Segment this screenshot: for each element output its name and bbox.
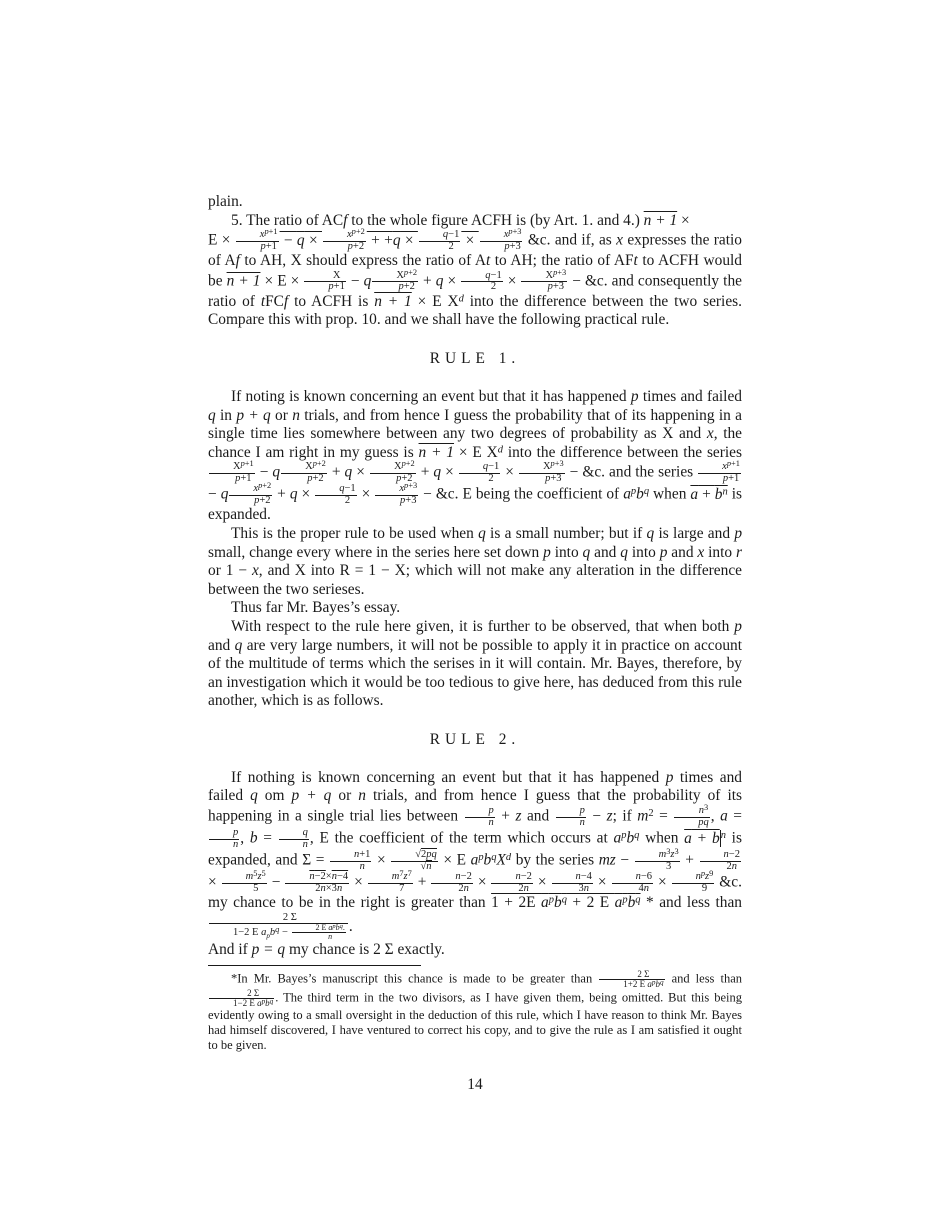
rule-1-heading: RULE 1. — [429, 349, 521, 367]
overlined-series: $\frac{x^{p+1}}{p+1}$ − q × $\frac{x^{p+2}}{p+2}$ + +q × $\frac{q-1}{2}$ × $\frac{x^{p+3}}{p+3}$ — [235, 232, 524, 249]
document-page — [208, 193, 742, 1053]
rule-2-conclusion: And if p = q my chance is 2 Σ exactly. — [208, 941, 445, 959]
paragraph-article-5: 5. The ratio of ACf to the whole figure ACFH is (by Art. 1. and 4.) n + 1 × E × $\frac{x^{p+1}}{p+1}$ − q × $\frac{x^{p+2}}{p+2}$ + +q × $\frac{q-1}{2}$ × $\frac{x^{p+3}}{p+3}$ &c. and if, as x expresses the ratio of Af to AH, X should express the ratio of At to AH; the ratio of AFt to ACFH would be n + 1 × E × $\frac{X}{p+1}$ − q $\frac{X^{p+2}}{p+2}$ + q × $\frac{q-1}{2}$ × $\frac{X^{p+3}}{p+3}$ − &c. and consequently the ratio of tFCf to ACFH is n + 1 × E $X^d$ into the difference between the two series. Compare this with prop. 10. and we shall have the following practical rule. — [208, 211, 742, 329]
footnote — [208, 970, 742, 1054]
rule-1-note-paragraph: This is the proper rule to be used when q is a small number; but if q is large and p small, change every where in the series here set down p into q and q into p and x into r or 1 − x, and X into R = 1 − X; which will not make any alteration in the difference between the two serieses. — [208, 524, 743, 598]
rule-2-heading: RULE 2. — [429, 730, 521, 748]
essay-end-paragraph: Thus far Mr. Bayes’s essay. — [231, 599, 401, 617]
paragraph-continuation: plain. — [208, 193, 243, 210]
rule-2-paragraph: If nothing is known concerning an event but that it has happened p times and failed q om p + q or n trials, and from hence I guess that the probability of its happening in a single trial lies between $\frac{p}{n}$ + z and $\frac{p}{n}$ − z; if $m^2$ = $\frac{n^3}{pq}$ , a = $\frac{p}{n}$ , b = $\frac{q}{n}$ , E the coefficient of the term which occurs at $a^pb^q$ when $a + b^n$ is expanded, and Σ = $\frac{n+1}{n}$ × $\frac{√2pq}{√n}$ × E $a^pb^qX^d$ by the series mz − $\frac{m^3z^3}{3}$ + $\frac{n-2}{2n}$ × $\frac{m^5z^5}{5}$ − $\frac{n-2\times n-4}{2n\times 3n}$ × $\frac{m^7z^7}{7}$ + $\frac{n-2}{2n}$ × $\frac{n-2}{2n}$ × $\frac{n-4}{3n}$ × $\frac{n-6}{4n}$ × $\frac{n^pz^9}{9}$ &c. my chance to be in the right is greater than 1 + 2E $a^pb^q + 2$ E $a^pb^q$ * and less than 2 Σ 1−2 E $a_pb^q$ − $\frac{2 E a^pb^q.}{n}$ . — [208, 768, 742, 942]
observation-paragraph: With respect to the rule here given, it is further to be observed, that when both p and q are very large numbers, it will not be possible to apply it in practice on account of the multitude of terms which the serises in it will contain. Mr. Bayes, therefore, by an investigation which it would be too tedious to give here, has deduced from this rule another, which is as follows. — [208, 617, 742, 710]
page-number: 14 — [467, 1076, 483, 1093]
footnote-text: *In Mr. Bayes’s manuscript this chance is made to be greater than $\frac{2 \Sigma}{1+2 E a^pb^q}$ and less than $\frac{2 \Sigma}{1-2 E a^pb^q}$ . The third term in the two divisors, as I have given them, being omitted. But this being evidently owing to a small oversight in the deduction of this rule, which I have reason to think Mr. Bayes had himself discovered, I have ventured to correct his copy, and to give the rule as I am satisfied it ought to be given. — [208, 968, 742, 1053]
rule-1-paragraph: If noting is known concerning an event but that it has happened p times and failed q in p + q or n trials, and from hence I guess the probability that of its happening in a single time lies somewhere between any two degrees of probability as X and x, the chance I am right in my guess is n + 1 × E $X^d$ into the difference between the series $\frac{X^{p+1}}{p+1}$ − q $\frac{X^{p+2}}{p+2}$ + q × $\frac{X^{p+2}}{p+2}$ + q × $\frac{q-1}{2}$ × $\frac{X^{p+3}}{p+3}$ − &c. and the series $\frac{x^{p+1}}{p+1}$ − q $\frac{x^{p+2}}{p+2}$ + q × $\frac{q-1}{2}$ × $\frac{x^{p+3}}{p+3}$ − &c. E being the coefficient of $a^pb^q$ when $a + b^n$ is expanded. — [208, 387, 742, 524]
footnote-divider — [208, 965, 421, 966]
